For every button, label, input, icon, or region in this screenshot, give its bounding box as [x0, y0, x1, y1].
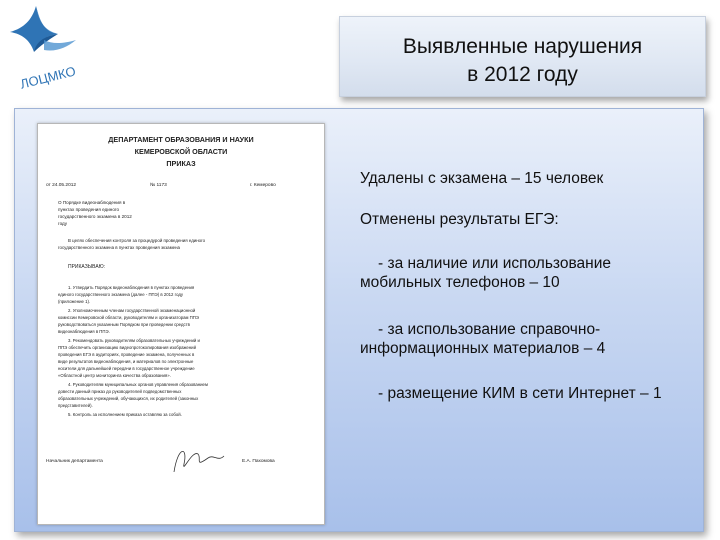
doc-header-2: КЕМЕРОВСКОЙ ОБЛАСТИ: [134, 147, 228, 156]
doc-body-line: единого государственного экзамена (далее - ППЭ) в 2012 году: [58, 292, 184, 297]
doc-intro-line: В целях обеспечения контроля за процедурой проведения единого: [68, 238, 206, 243]
logo-emblem-icon: [0, 0, 97, 97]
doc-body-line: носители для дальнейшей передачи в государственное учреждение: [58, 366, 195, 371]
doc-body-line: видеонаблюдения в ППЭ.: [58, 329, 110, 334]
doc-body-line: проведения ЕГЭ в аудиториях, проведение экзамена, полученных в: [58, 352, 195, 357]
logo-text: ЛОЦМКО: [18, 63, 78, 92]
doc-subject-line: О Порядке видеонаблюдения в: [58, 200, 126, 205]
doc-body-line: ППЭ обеспечить организацию видеопротоколирования изображений: [58, 345, 196, 350]
doc-body-line: 2. Уполномоченным членам государственной экзаменационной: [68, 308, 196, 313]
doc-body-line: представителей).: [58, 403, 93, 408]
doc-body-line: комиссии Кемеровской области, руководителям и организаторам ППЭ: [58, 315, 199, 320]
list-item: - за использование справочно-информационных материалов – 4: [360, 321, 606, 357]
doc-header-3: ПРИКАЗ: [166, 159, 196, 168]
list-item: Удалены с экзамена – 15 человек: [360, 170, 604, 187]
doc-signer-title: Начальник департамента: [46, 459, 103, 464]
doc-header-1: ДЕПАРТАМЕНТ ОБРАЗОВАНИЯ И НАУКИ: [108, 135, 254, 144]
doc-body-line: «Областной центр мониторинга качества образования».: [58, 373, 171, 378]
list-item: - за наличие или использование мобильных телефонов – 10: [360, 255, 611, 291]
order-document-image: [37, 123, 325, 525]
doc-body-line: виде результатов видеонаблюдения, и материалов по электронные: [58, 359, 194, 364]
doc-number: № 1173: [150, 183, 167, 188]
doc-body-line: образовательных учреждений, обучающихся, их родителей (законных: [58, 396, 199, 401]
title-line-2: в 2012 году: [467, 63, 578, 86]
doc-subject-line: году: [58, 221, 68, 226]
doc-date: от 24.05.2012: [46, 183, 77, 188]
doc-subject-line: государственного экзамена в 2012: [58, 214, 132, 219]
doc-body-line: (приложение 1).: [58, 299, 91, 304]
list-item: Отменены результаты ЕГЭ:: [360, 211, 559, 228]
title-panel: [339, 16, 706, 97]
content-panel: [14, 108, 704, 532]
doc-signer-name: Е.А. Пахомова: [242, 459, 275, 464]
doc-body-line: 5. Контроль за исполнением приказа оставляю за собой.: [68, 412, 182, 417]
logo: [0, 0, 97, 97]
doc-body-line: довести данный приказ до руководителей подведомственных: [58, 389, 182, 394]
doc-order-word: ПРИКАЗЫВАЮ:: [68, 264, 106, 270]
doc-body-line: руководствоваться указанным Порядком при проведении средств: [58, 322, 190, 327]
doc-city: г. Кемерово: [250, 183, 276, 188]
list-item: - размещение КИМ в сети Интернет – 1: [378, 385, 662, 402]
signature-icon: [174, 451, 224, 472]
doc-intro-line: государственного экзамена в пунктах проведения экзамена: [58, 245, 180, 250]
title-line-1: Выявленные нарушения: [402, 35, 643, 58]
doc-body-line: 3. Рекомендовать руководителям образовательных учреждений и: [68, 338, 200, 343]
doc-body-line: 1. Утвердить Порядок видеонаблюдения в пунктах проведения: [68, 285, 195, 290]
doc-body-line: 4. Руководителям муниципальных органов управления образованием: [68, 382, 208, 387]
doc-subject-line: пунктах проведения единого: [58, 207, 120, 212]
